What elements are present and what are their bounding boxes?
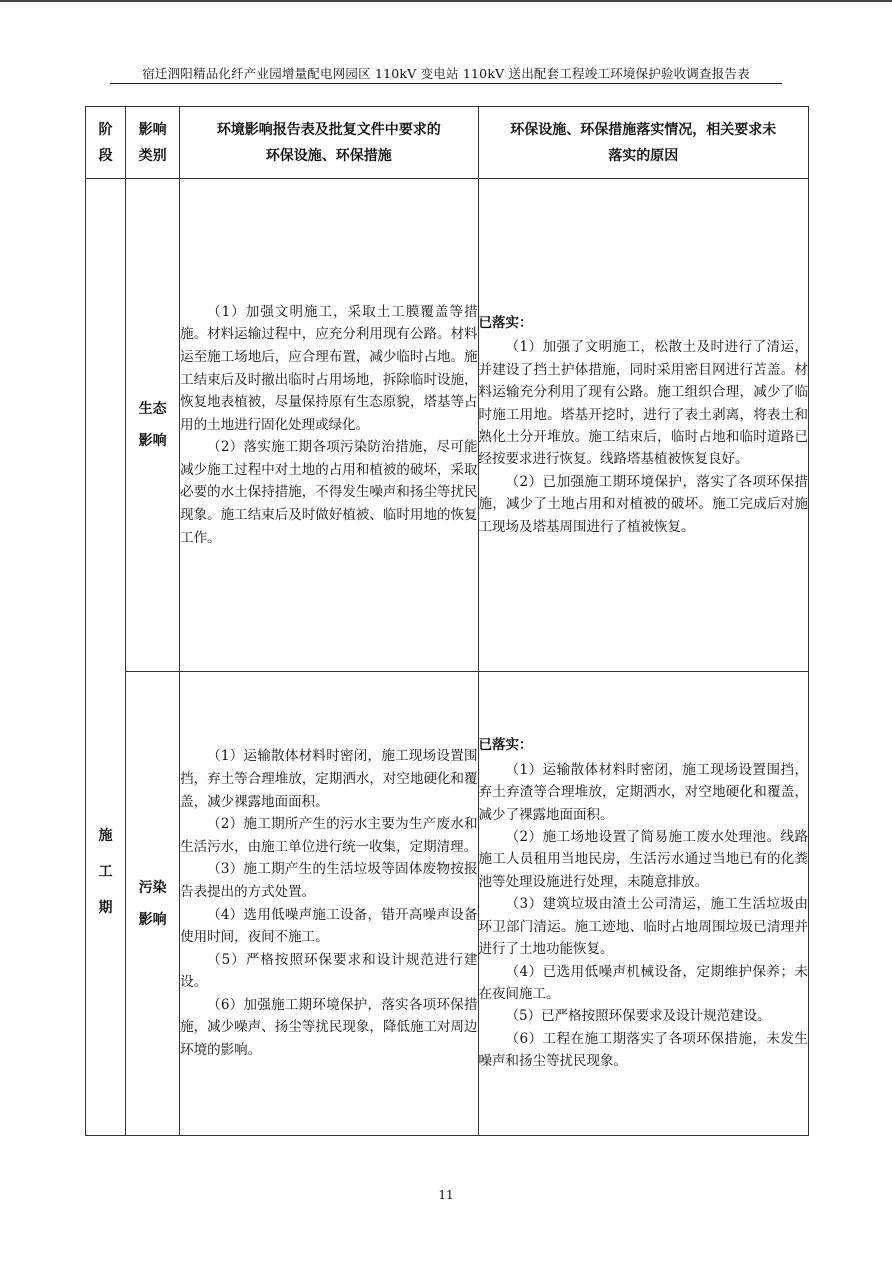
top-border-line — [0, 0, 892, 2]
status-label: 已落实： — [478, 737, 533, 754]
table-header-row — [86, 107, 809, 179]
category-pollution: 污染 影响 — [126, 672, 180, 1136]
implementation-pollution: 已落实： （1）运输散体材料时密闭，施工现场设置围挡，弃土弃渣等合理堆放，定期洒水，对空地硬化和覆盖，减少了裸露地面面积。 （2）施工场地设置了简易施工废水处理池。线路施工人员租用当地民房，生活污水通过当地已有的化粪池等处理设施进行处理，未随意排放。 （3）建筑垃圾由渣土公司清运，施工生活垃圾由环卫部门清运。施工迹地、临时占地周围垃圾已清理并进行了土地功能恢复。 （4）已选用低噪声机械设备，定期维护保养；未在夜间施工。 （5）已严格按照环保要求及设计规范建设。 （6）工程在施工期落实了各项环保措施，未发生噪声和扬尘等扰民现象。 — [478, 672, 808, 1136]
header-requirements: 环境影响报告表及批复文件中要求的 环保设施、环保措施 — [180, 107, 478, 179]
implementation-ecological: 已落实： （1）加强了文明施工，松散土及时进行了清运，并建设了挡土护体措施，同时采用密目网进行苫盖。材料运输充分利用了现有公路。施工组织合理，减少了临时施工用地。塔基开挖时，进行了表土剥离，将表土和熟化土分开堆放。施工结束后，临时占地和临时道路已经按要求进行恢复。线路塔基植被恢复良好。 （2）已加强施工期环境保护，落实了各项环保措施，减少了土地占用和对植被的破坏。施工完成后对施工现场及塔基周围进行了植被恢复。 — [478, 179, 808, 672]
acceptance-table — [85, 106, 809, 1136]
table-row-pollution — [86, 672, 809, 1136]
requirements-pollution: （1）运输散体材料时密闭，施工现场设置围挡，弃土等合理堆放，定期洒水，对空地硬化和覆盖，减少裸露地面面积。 （2）施工期所产生的污水主要为生产废水和生活污水，由施工单位进行统一收集，定期清理。 （3）施工期产生的生活垃圾等固体废物按报告表提出的方式处置。 （4）选用低噪声施工设备，错开高噪声设备使用时间，夜间不施工。 （5）严格按照环保要求和设计规范进行建设。 （6）加强施工期环境保护，落实各项环保措施，减少噪声、扬尘等扰民现象，降低施工对周边环境的影响。 — [180, 672, 478, 1136]
header-implementation: 环保设施、环保措施落实情况，相关要求未 落实的原因 — [478, 107, 808, 179]
page-number: 11 — [438, 1188, 454, 1202]
header-category: 影响 类别 — [126, 107, 180, 179]
header-stage: 阶 段 — [86, 107, 126, 179]
category-ecological: 生态 影响 — [126, 179, 180, 672]
stage-cell: 施 工 期 — [86, 179, 126, 1136]
status-label: 已落实： — [478, 314, 533, 331]
table-row-ecological — [86, 179, 809, 672]
document-header: 宿迁泗阳精品化纤产业园增量配电网园区 110kV 变电站 110kV 送出配套工程竣工环境保护验收调查报告表 — [142, 66, 750, 81]
requirements-ecological: （1）加强文明施工，采取土工膜覆盖等措施。材料运输过程中，应充分利用现有公路。材料运至施工场地后，应合理布置，减少临时占地。施工结束后及时撤出临时占用场地，拆除临时设施，恢复地表植被，尽量保持原有生态原貌，塔基等占用的土地进行固化处理或绿化。 （2）落实施工期各项污染防治措施，尽可能减少施工过程中对土地的占用和植被的破坏，采取必要的水土保持措施，不得发生噪声和扬尘等扰民现象。施工结束后及时做好植被、临时用地的恢复工作。 — [180, 179, 478, 672]
header-rule — [110, 83, 782, 84]
